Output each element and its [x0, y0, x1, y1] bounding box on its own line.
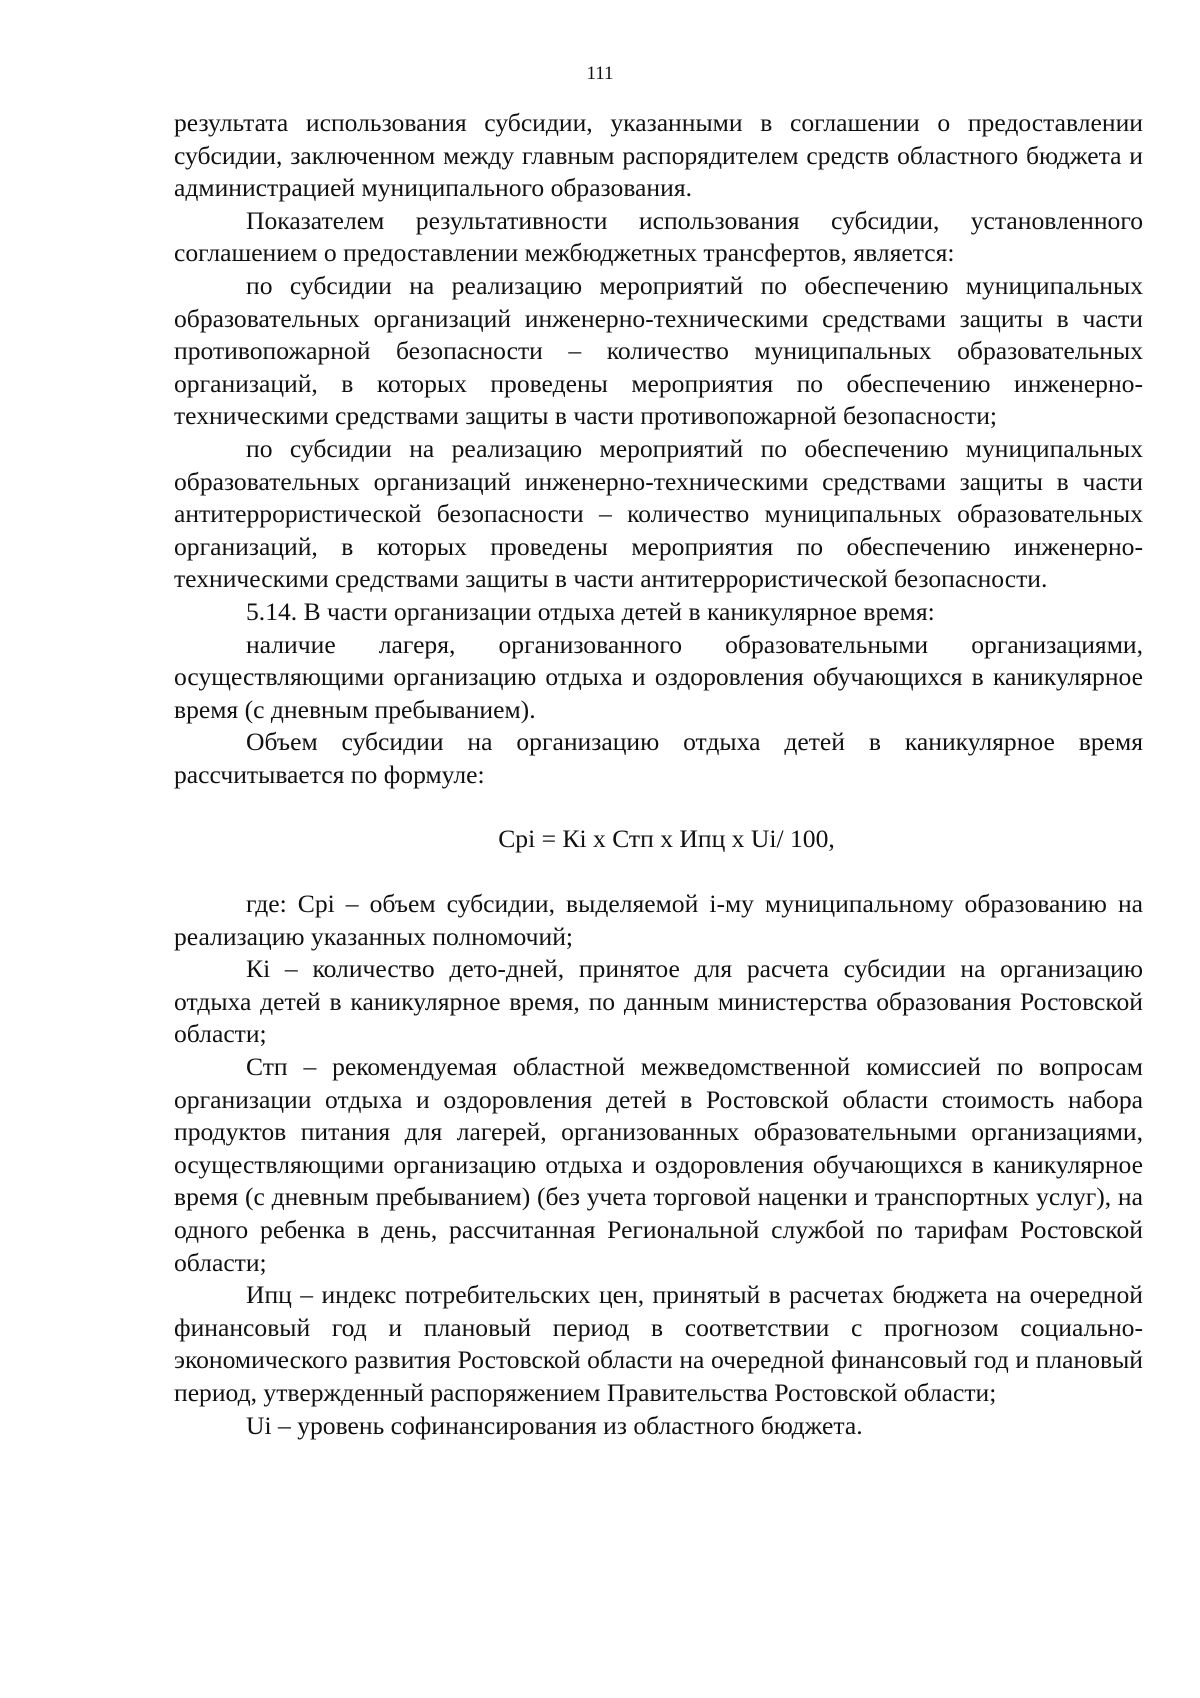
definition-ctp: Стп – рекомендуемая областной межведомственной комиссией по вопросам организации отдыха и оздоровления детей в Ростовской области стоимость набора продуктов питания для лагерей, организованных образовательными организациями, осуществляющими организацию отдыха и оздоровления обучающихся в каникулярное время (с дневным пребыванием) (без учета торговой наценки и транспортных услуг), на одного ребенка в день, рассчитанная Региональной службой по тарифам Ростовской области; [174, 1052, 1143, 1277]
definition-ki: Кі – количество дето-дней, принятое для расчета субсидии на организацию отдыха детей в каникулярное время, по данным министерства образования Ростовской области; [174, 954, 1143, 1049]
paragraph-subsidy-volume-intro: Объем субсидии на организацию отдыха детей в каникулярное время рассчитывается по формуле: [174, 727, 1143, 789]
definition-ui: Ui – уровень софинансирования из областного бюджета. [246, 1410, 863, 1440]
section-heading-5-14: 5.14. В части организации отдыха детей в каникулярное время: [246, 596, 935, 626]
paragraph-antiterror-safety-indicator: по субсидии на реализацию мероприятий по обеспечению муниципальных образовательных организаций инженерно-техническими средствами защиты в части антитеррористической безопасности – количество муниципальных образовательных организаций, в которых проведены мероприятия по обеспечению инженерно-техническими средствами защиты в части антитеррористической безопасности. [174, 433, 1143, 594]
definition-cpi: где: Срі – объем субсидии, выделяемой і-му муниципальному образованию на реализацию указанных полномочий; [174, 889, 1143, 951]
subsidy-formula: Срі = Кі х Стп х Ипц х Ui/ 100, [498, 824, 835, 854]
paragraph-performance-indicator: Показателем результативности использования субсидии, установленного соглашением о предоставлении межбюджетных трансфертов, является: [174, 205, 1143, 268]
page-number: 111 [586, 63, 614, 84]
paragraph-camp-availability: наличие лагеря, организованного образовательными организациями, осуществляющими организацию отдыха и оздоровления обучающихся в каникулярное время (с дневным пребыванием). [174, 629, 1143, 724]
definition-ipc: Ипц – индекс потребительских цен, принятый в расчетах бюджета на очередной финансовый год и плановый период в соответствии с прогнозом социально-экономического развития Ростовской области на очередной финансовый год и плановый период, утвержденный распоряжением Правительства Ростовской области; [174, 1280, 1143, 1407]
paragraph-fire-safety-indicator: по субсидии на реализацию мероприятий по обеспечению муниципальных образовательных организаций инженерно-техническими средствами защиты в части противопожарной безопасности – количество муниципальных образовательных организаций, в которых проведены мероприятия по обеспечению инженерно-техническими средствами защиты в части противопожарной безопасности; [174, 270, 1143, 431]
paragraph-subsidy-result-continuation: результата использования субсидии, указанными в соглашении о предоставлении субсидии, заключенном между главным распорядителем средств областного бюджета и администрацией муниципального образования. [174, 108, 1143, 203]
document-body [174, 107, 1143, 1442]
